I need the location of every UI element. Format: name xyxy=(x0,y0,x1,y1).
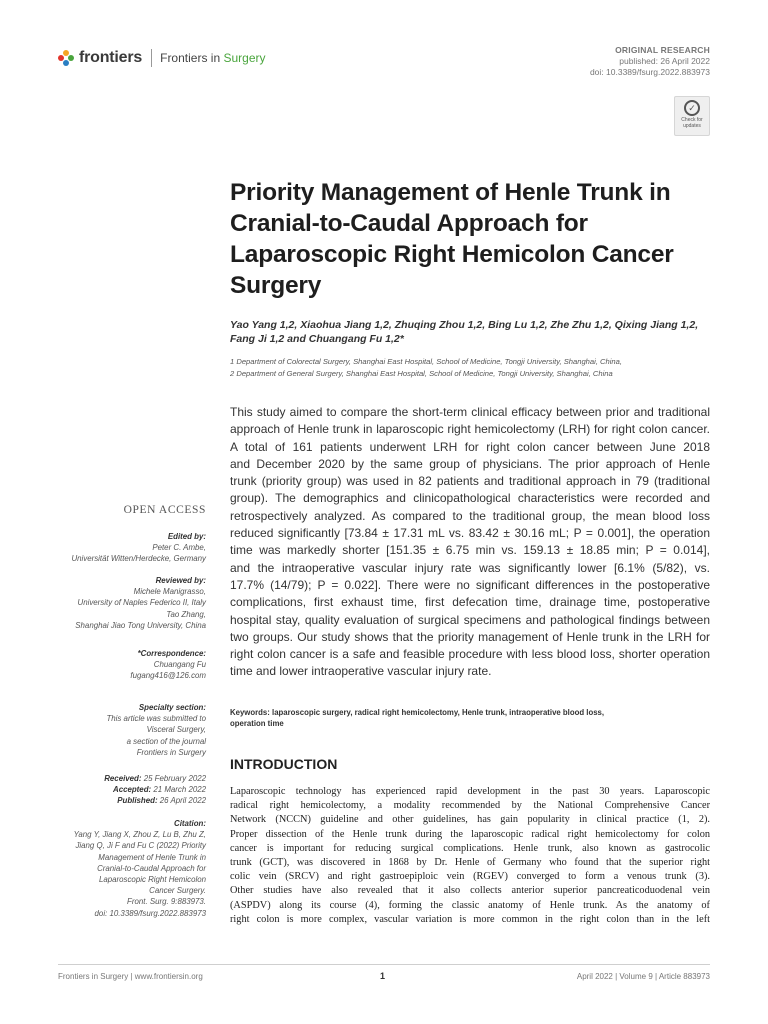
journal-prefix: Frontiers in xyxy=(160,51,224,65)
specialty-line: a section of the journal xyxy=(126,736,206,746)
specialty-section-label: Specialty section: xyxy=(138,703,206,712)
reviewer-line: Shanghai Jiao Tong University, China xyxy=(75,620,206,630)
article-type: ORIGINAL RESEARCH xyxy=(615,45,710,55)
reviewed-by-label: Reviewed by: xyxy=(155,576,206,585)
affiliation-line: 2 Department of General Surgery, Shanghai East Hospital, School of Medicine, Tongji University, Shanghai, China xyxy=(230,369,613,378)
correspondent-name: Chuangang Fu xyxy=(153,660,206,670)
article-doi[interactable]: doi: 10.3389/fsurg.2022.883973 xyxy=(589,67,710,77)
check-updates-label: Check for updates xyxy=(681,117,703,129)
correspondence-label: *Correspondence: xyxy=(137,649,206,658)
article-title: Priority Management of Henle Trunk in Cranial-to-Caudal Approach for Laparoscopic Right Hemicolon Cancer Surgery xyxy=(230,179,674,299)
abstract-line: 17.7% (14/79); P = 0.022]. There were no significant differences in the postoperative xyxy=(230,577,710,592)
author-line[interactable]: Yao Yang 1,2, Xiaohua Jiang 1,2, Zhuqing Zhou 1,2, Bing Lu 1,2, Zhe Zhu 1,2, Qixing Jiang 1,2, xyxy=(230,319,699,331)
abstract-line: group). The demographics and clinicopathological characteristics were recorded and xyxy=(230,491,710,506)
correspondent-email[interactable]: fugang416@126.com xyxy=(130,671,206,681)
page-number: 1 xyxy=(380,971,386,981)
journal-accent: Surgery xyxy=(223,51,266,65)
footer-divider xyxy=(58,964,710,965)
editor-name: Peter C. Ambe, xyxy=(152,543,206,553)
citation-line[interactable]: doi: 10.3389/fsurg.2022.883973 xyxy=(94,908,206,918)
citation-line: Cancer Surgery. xyxy=(149,886,206,896)
abstract-line: A total of 161 patients underwent LRH for right colon cancer between June 2018 xyxy=(230,439,710,454)
correspondence-block xyxy=(6,648,206,682)
abstract-line: time and lower intraoperative vascular injury rate. xyxy=(230,664,492,679)
specialty-line: Visceral Surgery, xyxy=(146,725,206,735)
edited-by-block xyxy=(6,531,206,565)
citation-line: Jiang Q, Ji F and Fu C (2022) Priority xyxy=(75,841,206,851)
intro-line: (ASPDV) along its course (4), forming the classic anatomy of Henle trunk. As the anatomy of xyxy=(230,899,710,911)
specialty-line: Frontiers in Surgery xyxy=(136,747,206,757)
abstract-line: This study aimed to compare the short-term clinical efficacy between prior and traditional xyxy=(230,405,710,419)
abstract-line: time was markedly shorter [151.35 ± 6.75 min vs. 159.13 ± 18.85 min; P = 0.014], xyxy=(230,543,710,558)
introduction-body xyxy=(230,785,710,927)
intro-line: trunk (GCT), was discovered in 1868 by Dr. Henle of Germany who found that the superior right xyxy=(230,857,710,869)
abstract-line: and the intraoperative vascular injury rate was significantly lower [6.1% (5/82), vs. xyxy=(230,560,710,575)
frontiers-logo[interactable] xyxy=(58,47,266,69)
frontiers-logo-icon xyxy=(58,50,74,66)
reviewer-line: Michele Manigrasso, xyxy=(133,587,206,597)
intro-line: radical right hemicolectomy, a modality recommended by the National Comprehensive Cancer xyxy=(230,800,710,812)
published-date: published: 26 April 2022 xyxy=(619,56,710,66)
author-list xyxy=(230,318,710,346)
footer-volume: April 2022 | Volume 9 | Article 883973 xyxy=(576,972,710,981)
abstract-line: two groups. Our study shows that the priority management of Henle trunk in the LRH for xyxy=(230,629,710,644)
received-date: Received: 25 February 2022 xyxy=(104,774,206,783)
specialty-line: This article was submitted to xyxy=(106,714,206,724)
article-meta xyxy=(590,45,710,78)
check-for-updates-badge[interactable] xyxy=(674,96,710,136)
keywords-line: operation time xyxy=(230,719,284,728)
citation-line: Cranial-to-Caudal Approach for xyxy=(97,863,206,873)
intro-line: cancer is important for reducing surgical complications. Henle trunk, also known as gastrocolic xyxy=(230,842,710,854)
abstract-line: complications, first exhaust time, first defecation time, drainage time, postoperative xyxy=(230,595,710,610)
edited-by-label: Edited by: xyxy=(167,532,206,541)
intro-line: right colon is more complex, vascular variation is more common in the right colon than in the left xyxy=(230,913,710,925)
intro-line: colic vein (SRCV) and right gastroepiploic vein (RGEV) converged to form a venous trunk (3). xyxy=(230,871,710,883)
intro-line: Other studies have also revealed that it also collects anterior superior pancreaticoduodenal vein xyxy=(230,885,710,897)
abstract-line: reduced significantly [73.84 ± 17.31 mL vs. 83.42 ± 30.16 mL; P = 0.001], the operation xyxy=(230,526,710,541)
intro-line: Proper dissection of the Henle trunk during the laparoscopic radical right hemicolectomy for colon xyxy=(230,828,710,840)
accepted-date: Accepted: 21 March 2022 xyxy=(113,785,206,795)
published-date-side: Published: 26 April 2022 xyxy=(117,796,206,806)
bookmark-icon: ✓ xyxy=(684,100,700,116)
keywords-line: Keywords: laparoscopic surgery, radical right hemicolectomy, Henle trunk, intraoperative blood loss, xyxy=(230,708,605,717)
keywords xyxy=(230,707,710,729)
specialty-section-block xyxy=(6,702,206,758)
abstract-line: approach of Henle trunk in laparoscopic right hemicolectomy (LRH) for right colon cancer. xyxy=(230,422,710,437)
journal-name xyxy=(160,51,265,65)
abstract-line: right colon cancer is a safe and feasible procedure with less blood loss, shorter operation xyxy=(230,647,710,662)
abstract-line: and December 2020 by the same group of physicians. The prior approach of Henle xyxy=(230,456,710,471)
intro-line: Laparoscopic technology has experienced rapid development in the past 30 years. Laparoscopic xyxy=(230,786,710,797)
intro-line: Network (NCCN) guideline and other guidelines, has gain popularity in clinical practice (1, 2). xyxy=(230,814,710,826)
citation-line: Front. Surg. 9:883973. xyxy=(127,897,206,907)
dates-block xyxy=(6,773,206,807)
citation-block xyxy=(6,818,206,919)
reviewed-by-block xyxy=(6,575,206,631)
citation-line: Management of Henle Trunk in xyxy=(98,852,206,862)
reviewer-line: Tao Zhang, xyxy=(166,609,206,619)
abstract-line: hospital stay, quality evaluation of surgical specimens and pathological findings between xyxy=(230,612,710,627)
logo-divider xyxy=(151,49,152,67)
open-access-label: OPEN ACCESS xyxy=(123,504,206,516)
abstract-line: trunk (priority group) was used in 82 patients and traditional approach in 79 (traditional xyxy=(230,474,710,489)
affiliation-line: 1 Department of Colorectal Surgery, Shanghai East Hospital, School of Medicine, Tongji University, Shanghai, China, xyxy=(230,357,622,366)
citation-label: Citation: xyxy=(174,819,206,828)
affiliations xyxy=(230,356,710,380)
citation-line: Yang Y, Jiang X, Zhou Z, Lu B, Zhu Z, xyxy=(73,830,206,840)
editor-affiliation: Universität Witten/Herdecke, Germany xyxy=(71,554,206,564)
footer-journal[interactable]: Frontiers in Surgery | www.frontiersin.org xyxy=(58,972,203,981)
abstract-line: retrospectively analyzed. As compared to the traditional group, the mean blood loss xyxy=(230,508,710,523)
reviewer-line: University of Naples Federico II, Italy xyxy=(77,598,206,608)
abstract xyxy=(230,404,710,681)
author-line[interactable]: Fang Ji 1,2 and Chuangang Fu 1,2* xyxy=(230,333,404,345)
citation-line: Laparoscopic Right Hemicolon xyxy=(98,875,206,885)
logo-wordmark: frontiers xyxy=(79,49,143,66)
section-heading-introduction: INTRODUCTION xyxy=(230,756,338,772)
